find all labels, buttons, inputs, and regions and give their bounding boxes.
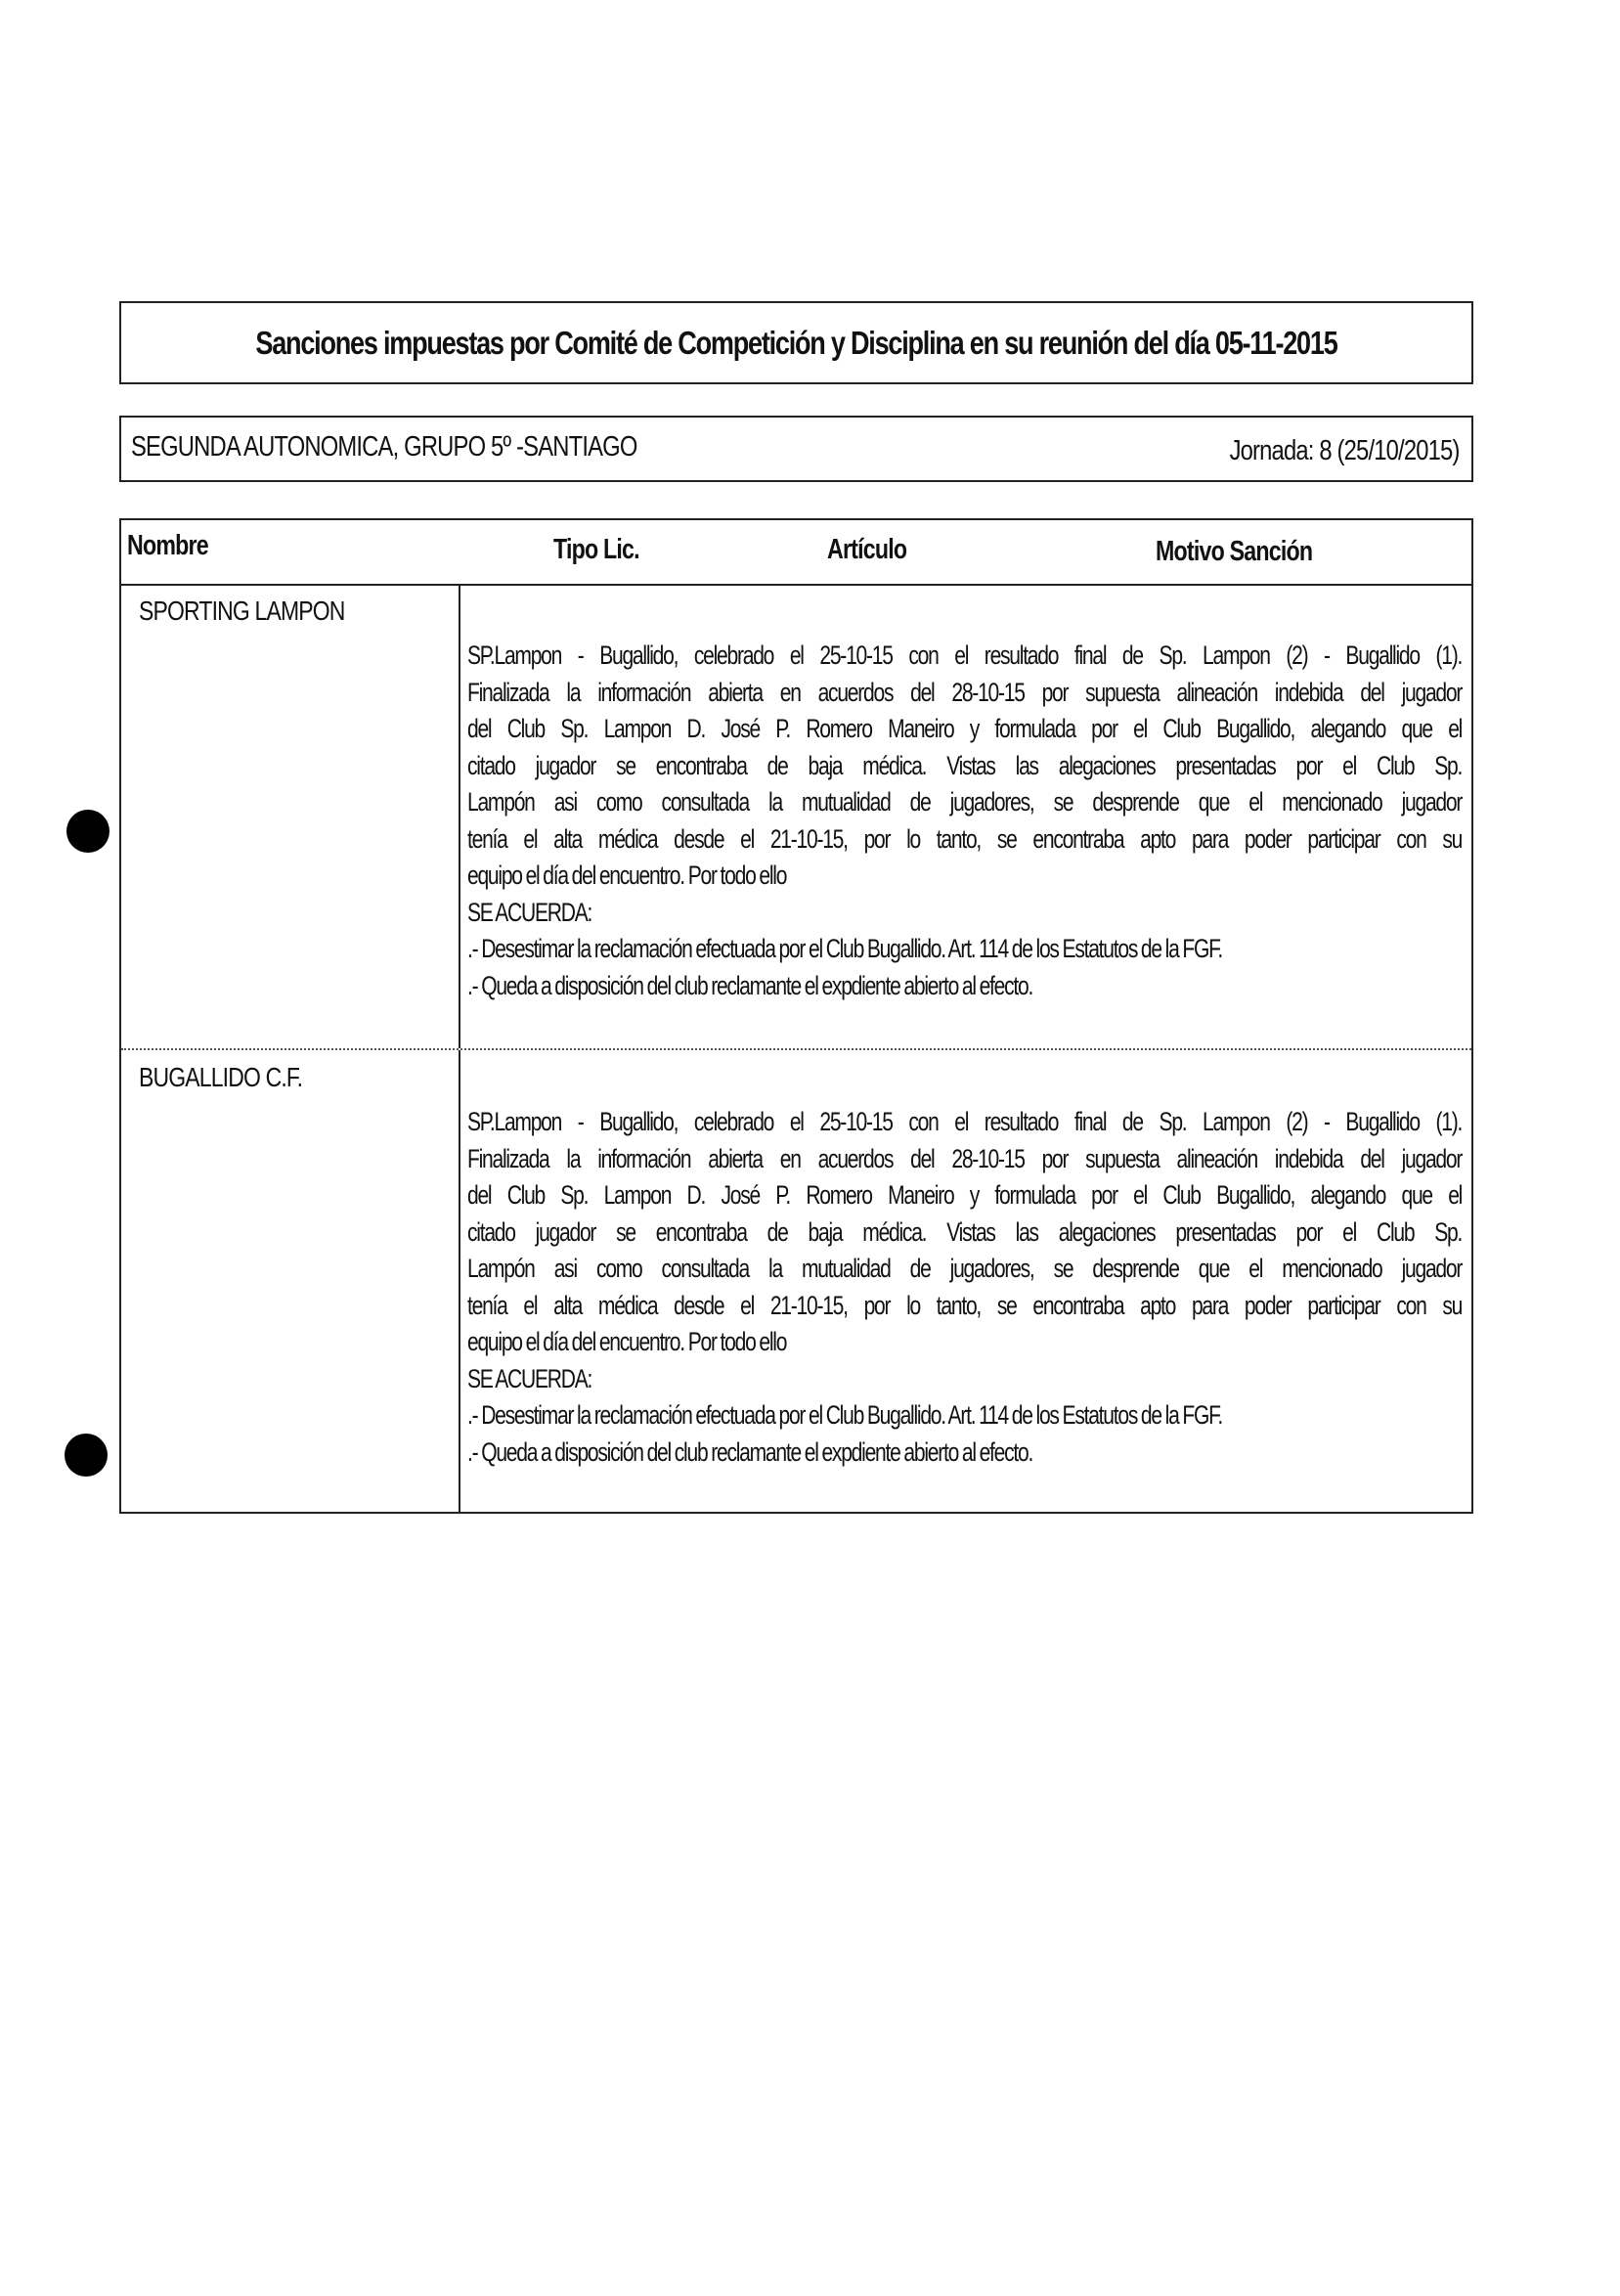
table-header [121, 520, 1471, 586]
club-name: BUGALLIDO C.F. [139, 1062, 303, 1092]
competition-box [119, 416, 1473, 482]
sanction-text [467, 1104, 1462, 1471]
text-line: del Club Sp. Lampon D. José P. Romero Maneiro y formulada por el Club Bugallido, alegando que el [467, 714, 1463, 743]
header-motivo: Motivo Sanción [1156, 536, 1313, 567]
punch-hole-top [66, 810, 109, 853]
club-name: SPORTING LAMPON [139, 596, 345, 626]
text-line: .- Queda a disposición del club reclamante el expdiente abierto al efecto. [467, 1436, 1033, 1467]
text-line: SP.Lampon - Bugallido, celebrado el 25-10-15 con el resultado final de Sp. Lampon (2) - Bugallido (1). [467, 1107, 1463, 1136]
text-line: equipo el día del encuentro. Por todo ello [467, 1327, 787, 1356]
table-row [121, 1050, 1471, 1514]
text-line: citado jugador se encontraba de baja médica. Vistas las alegaciones presentadas por el Club Sp. [467, 1216, 1463, 1247]
text-line: .- Desestimar la reclamación efectuada por el Club Bugallido. Art. 114 de los Estatutos de la FGF. [467, 934, 1223, 963]
text-line: SP.Lampon - Bugallido, celebrado el 25-10-15 con el resultado final de Sp. Lampon (2) - Bugallido (1). [467, 640, 1463, 670]
jornada: Jornada: 8 (25/10/2015) [1230, 435, 1460, 466]
table-row [121, 584, 1471, 1050]
sanction-text [467, 638, 1462, 1004]
text-line: .- Queda a disposición del club reclamante el expdiente abierto al efecto. [467, 970, 1033, 1000]
title-box [119, 301, 1473, 384]
page-title: Sanciones impuestas por Comité de Competición y Disciplina en su reunión del día 05-11-2015 [255, 324, 1337, 361]
text-line: Finalizada la información abierta en acuerdos del 28-10-15 por supuesta alineación indebida del jugador [467, 1143, 1463, 1173]
text-line: .- Desestimar la reclamación efectuada por el Club Bugallido. Art. 114 de los Estatutos de la FGF. [467, 1400, 1223, 1430]
column-divider [459, 584, 460, 1048]
punch-hole-bottom [65, 1434, 108, 1477]
text-line: Finalizada la información abierta en acuerdos del 28-10-15 por supuesta alineación indebida del jugador [467, 677, 1463, 707]
text-line: del Club Sp. Lampon D. José P. Romero Maneiro y formulada por el Club Bugallido, alegando que el [467, 1180, 1463, 1210]
header-articulo: Artículo [827, 534, 907, 565]
text-line: citado jugador se encontraba de baja médica. Vistas las alegaciones presentadas por el Club Sp. [467, 750, 1463, 780]
text-line: equipo el día del encuentro. Por todo ello [467, 861, 787, 890]
text-line: SE ACUERDA: [467, 897, 592, 927]
sanctions-table [119, 518, 1473, 1514]
header-tipo-lic: Tipo Lic. [553, 534, 639, 565]
text-line: SE ACUERDA: [467, 1363, 592, 1393]
column-divider [459, 1050, 460, 1514]
text-line: Lampón asi como consultada la mutualidad de jugadores, se desprende que el mencionado jugador [467, 1254, 1463, 1283]
competition-name: SEGUNDA AUTONOMICA, GRUPO 5º -SANTIAGO [131, 431, 637, 463]
header-nombre: Nombre [127, 530, 208, 561]
text-line: Lampón asi como consultada la mutualidad de jugadores, se desprende que el mencionado jugador [467, 787, 1463, 817]
text-line: tenía el alta médica desde el 21-10-15, por lo tanto, se encontraba apto para poder participar con su [467, 823, 1463, 854]
text-line: tenía el alta médica desde el 21-10-15, por lo tanto, se encontraba apto para poder participar con su [467, 1290, 1463, 1320]
